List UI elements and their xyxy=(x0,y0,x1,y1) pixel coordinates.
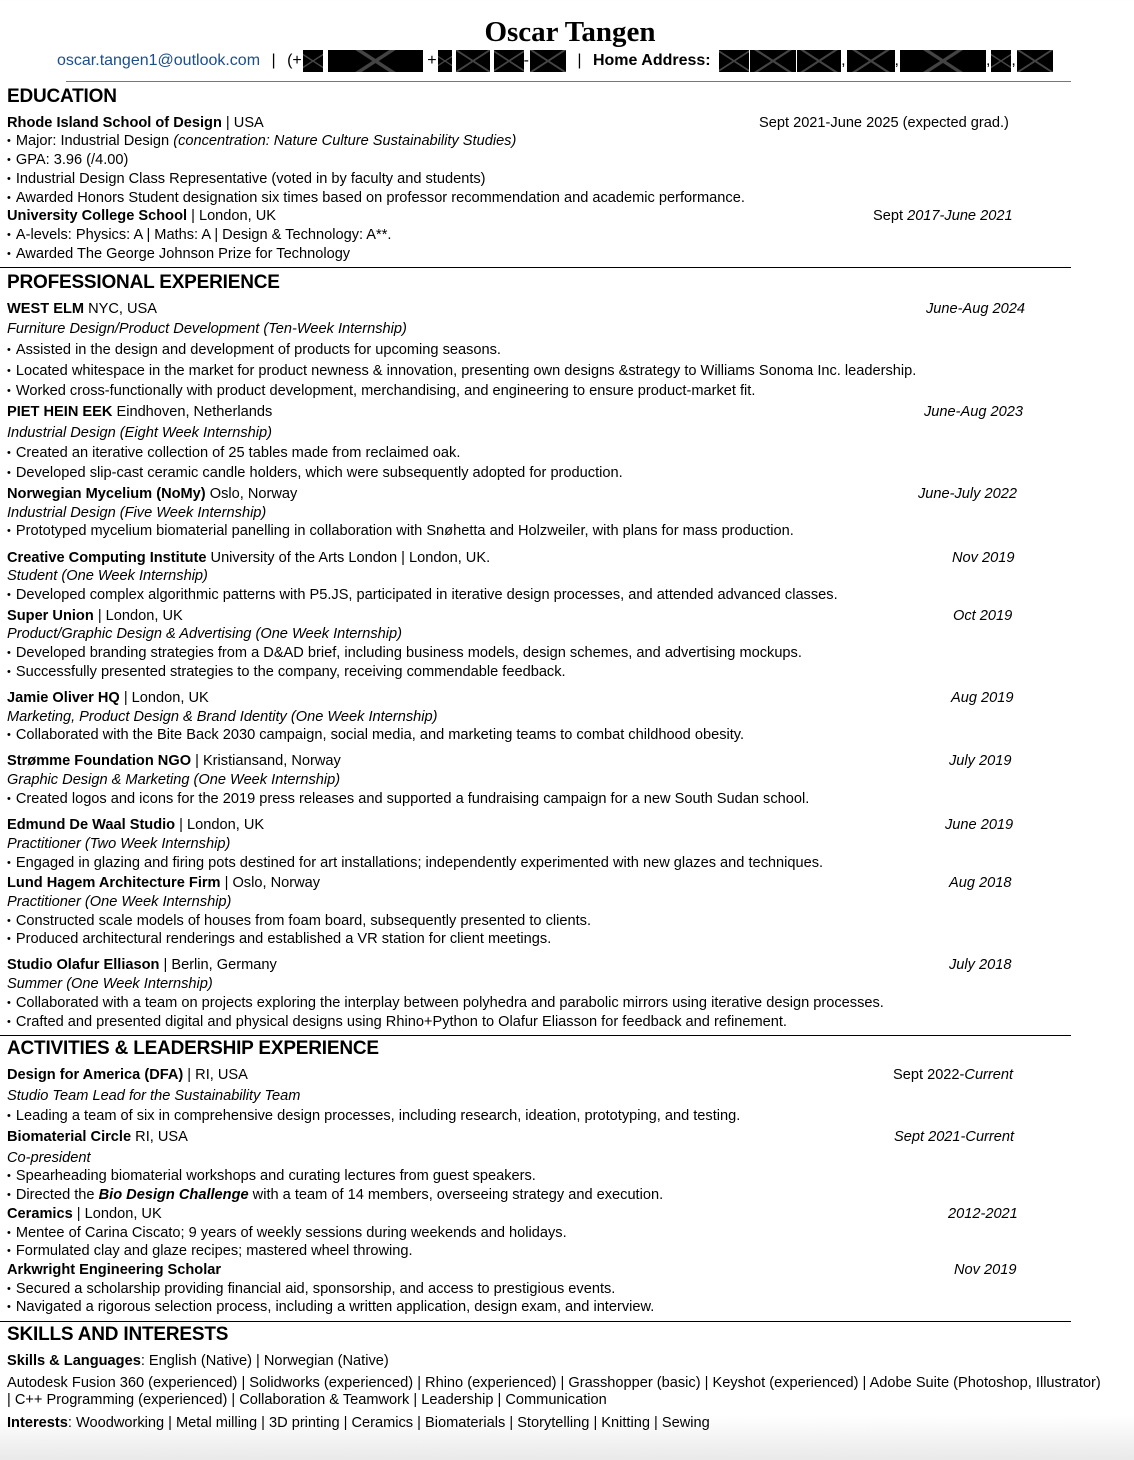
entry-date: Aug 2018 xyxy=(949,875,1012,891)
address-comma: , xyxy=(985,52,991,69)
redaction-block xyxy=(493,50,524,72)
entry-date: June-Aug 2023 xyxy=(924,404,1023,420)
redaction-block xyxy=(796,50,841,72)
section-heading-education: EDUCATION xyxy=(7,86,117,107)
contact-line xyxy=(57,48,1097,74)
email-address: oscar.tangen1@outlook.com xyxy=(57,52,261,69)
redaction-block xyxy=(846,50,895,72)
entry-role: Furniture Design/Product Development (Ten-Week Internship) xyxy=(7,321,407,337)
bullet-item: • Created logos and icons for the 2019 press releases and supported a fundraising campaign for a new South Sudan school. xyxy=(7,790,809,809)
org-location: University of the Arts London | London, UK. xyxy=(206,550,491,566)
bullet-item: • Secured a scholarship providing financial aid, sponsorship, and access to prestigious events. xyxy=(7,1280,615,1299)
bullet-item: • Developed branding strategies from a D&AD brief, including business models, design schemes, and advertising mockups. xyxy=(7,644,802,663)
org-name: PIET HEIN EEK xyxy=(7,404,113,420)
bullet-item: • Produced architectural renderings and established a VR station for client meetings. xyxy=(7,930,551,949)
entry-role: Product/Graphic Design & Advertising (One Week Internship) xyxy=(7,626,403,642)
org-location: | Kristiansand, Norway xyxy=(191,753,341,769)
org-location: | London, UK xyxy=(119,690,209,706)
redaction-block xyxy=(437,50,452,72)
entry-role: Industrial Design (Eight Week Internship) xyxy=(7,425,272,441)
entry-date: June 2019 xyxy=(945,817,1014,833)
org-location: Eindhoven, Netherlands xyxy=(112,404,273,420)
redaction-block xyxy=(718,50,749,72)
entry-title xyxy=(7,485,297,504)
date-current: Current xyxy=(964,1067,1014,1083)
org-name: University College School xyxy=(7,208,188,224)
section-heading-activities: ACTIVITIES & LEADERSHIP EXPERIENCE xyxy=(7,1038,379,1059)
header-divider xyxy=(66,81,1071,82)
bullet-item: • Crafted and presented digital and physical designs using Rhino+Python to Olafur Eliasson for feedback and refinement. xyxy=(7,1013,787,1032)
entry-role: Practitioner (One Week Internship) xyxy=(7,894,232,910)
org-location: | RI, USA xyxy=(183,1067,248,1083)
redaction-block xyxy=(899,50,986,72)
skills-languages xyxy=(7,1352,389,1371)
entry-role: Graphic Design & Marketing (One Week Internship) xyxy=(7,772,341,788)
bullet-text: with a team of 14 members, overseeing strategy and execution. xyxy=(248,1187,664,1203)
org-location: | USA xyxy=(221,115,264,131)
org-name: Norwegian Mycelium (NoMy) xyxy=(7,486,206,502)
skills-label: Skills & Languages xyxy=(7,1353,141,1369)
entry-date: Aug 2019 xyxy=(951,690,1014,706)
section-divider xyxy=(0,267,1071,268)
entry-title xyxy=(7,403,272,422)
section-heading-skills: SKILLS AND INTERESTS xyxy=(7,1324,229,1345)
software-skills: Autodesk Fusion 360 (experienced) | Solidworks (experienced) | Rhino (experienced) | Grasshopper (basic) | Keyshot (experienced) | Adobe Suite (Photoshop, Illustrator) xyxy=(7,1375,1101,1391)
bullet-item: • Constructed scale models of houses from foam board, subsequently presented to clients. xyxy=(7,912,591,931)
org-name: Design for America (DFA) xyxy=(7,1067,184,1083)
address-comma: , xyxy=(1011,52,1016,69)
redaction-block xyxy=(749,50,796,72)
entry-date: July 2018 xyxy=(949,957,1012,973)
org-location: RI, USA xyxy=(131,1129,188,1145)
entry-title xyxy=(7,549,490,568)
org-name: Creative Computing Institute xyxy=(7,550,207,566)
entry-title xyxy=(7,207,276,226)
entry-date: Nov 2019 xyxy=(954,1262,1017,1278)
entry-date: June-Aug 2024 xyxy=(926,301,1025,317)
bullet-item: • Navigated a rigorous selection process, including a written application, design exam, and interview. xyxy=(7,1298,654,1317)
date-start: Sept 2022- xyxy=(893,1067,965,1083)
bullet-item: • Located whitespace in the market for product newness & innovation, presenting own designs &strategy to Williams Sonoma Inc. leadership. xyxy=(7,362,916,381)
phone-prefix: (+ xyxy=(287,52,302,69)
section-divider xyxy=(0,1035,1071,1036)
redaction-block xyxy=(529,50,566,72)
org-name: Super Union xyxy=(7,608,94,624)
entry-role: Marketing, Product Design & Brand Identity (One Week Internship) xyxy=(7,709,438,725)
entry-title xyxy=(7,689,209,708)
bullet-text: Directed the xyxy=(15,1187,99,1203)
org-name: Arkwright Engineering Scholar xyxy=(7,1262,222,1278)
home-address-label: Home Address: xyxy=(592,52,711,69)
separator: | xyxy=(577,52,582,69)
candidate-name: Oscar Tangen xyxy=(484,16,656,48)
entry-title xyxy=(7,752,341,771)
org-location: | London, UK xyxy=(175,817,265,833)
address-comma: , xyxy=(841,52,846,69)
software-skills-cont: | C++ Programming (experienced) | Collaboration & Teamwork | Leadership | Communication xyxy=(7,1392,607,1408)
major-text: Major: Industrial Design xyxy=(15,133,174,149)
entry-date xyxy=(893,1066,1013,1085)
address-comma: , xyxy=(894,52,899,69)
entry-role: Student (One Week Internship) xyxy=(7,568,208,584)
bullet-item: • Awarded Honors Student designation six times based on professor recommendation and academic performance. xyxy=(7,189,745,208)
org-location: | Berlin, Germany xyxy=(159,957,277,973)
entry-title xyxy=(7,874,320,893)
org-name: Studio Olafur Elliason xyxy=(7,957,160,973)
bullet-item: • Prototyped mycelium biomaterial panelling in collaboration with Snøhetta and Holzweiler, with plans for mass production. xyxy=(7,522,794,541)
entry-title xyxy=(7,816,264,835)
entry-role: Co-president xyxy=(7,1150,91,1166)
entry-date: Nov 2019 xyxy=(952,550,1015,566)
section-divider xyxy=(0,1321,1071,1322)
org-location: | Oslo, Norway xyxy=(220,875,321,891)
bullet-item: • Created an iterative collection of 25 tables made from reclaimed oak. xyxy=(7,444,460,463)
redaction-block xyxy=(990,50,1011,72)
concentration-text: (concentration: Nature Culture Sustainability Studies) xyxy=(173,133,517,149)
entry-title xyxy=(7,1205,162,1224)
entry-date xyxy=(873,207,1013,226)
org-name: Edmund De Waal Studio xyxy=(7,817,176,833)
org-name: Jamie Oliver HQ xyxy=(7,690,120,706)
separator: | xyxy=(271,52,276,69)
bullet-item xyxy=(7,1186,663,1205)
entry-date: Sept 2021-June 2025 (expected grad.) xyxy=(759,115,1009,131)
entry-role: Industrial Design (Five Week Internship) xyxy=(7,505,267,521)
skills-text: : English (Native) | Norwegian (Native) xyxy=(140,1353,389,1369)
bullet-item: • Collaborated with a team on projects exploring the interplay between polyhedra and parabolic mirrors using iterative design processes. xyxy=(7,994,884,1013)
entry-title xyxy=(7,956,277,975)
section-heading-experience: PROFESSIONAL EXPERIENCE xyxy=(7,272,280,293)
org-name: Strømme Foundation NGO xyxy=(7,753,192,769)
bullet-item xyxy=(7,132,516,151)
redaction-block xyxy=(302,50,323,72)
org-location: | London, UK xyxy=(72,1206,162,1222)
entry-role: Practitioner (Two Week Internship) xyxy=(7,836,231,852)
redaction-block xyxy=(455,50,490,72)
org-location: NYC, USA xyxy=(84,301,158,317)
org-name: Rhode Island School of Design xyxy=(7,115,222,131)
entry-title xyxy=(7,607,183,626)
bullet-item: • Spearheading biomaterial workshops and curating lectures from guest speakers. xyxy=(7,1167,536,1186)
date-start: Sept xyxy=(873,208,908,224)
interests xyxy=(7,1414,710,1433)
bullet-item: • Leading a team of six in comprehensive design processes, including research, ideation, prototyping, and testing. xyxy=(7,1107,740,1126)
entry-date: Oct 2019 xyxy=(953,608,1013,624)
org-location: Oslo, Norway xyxy=(205,486,298,502)
entry-title xyxy=(7,1261,221,1280)
org-name: WEST ELM xyxy=(7,301,85,317)
bullet-item: • Mentee of Carina Ciscato; 9 years of weekly sessions during weekends and holidays. xyxy=(7,1224,567,1243)
entry-role: Studio Team Lead for the Sustainability Team xyxy=(7,1088,301,1104)
bullet-item: • GPA: 3.96 (/4.00) xyxy=(7,151,128,170)
bullet-item: • Developed slip-cast ceramic candle holders, which were subsequently adopted for production. xyxy=(7,464,623,483)
bullet-item: • Industrial Design Class Representative (voted in by faculty and students) xyxy=(7,170,486,189)
entry-role: Summer (One Week Internship) xyxy=(7,976,213,992)
interests-text: : Woodworking | Metal milling | 3D printing | Ceramics | Biomaterials | Storytelling | Knitting | Sewing xyxy=(67,1415,710,1431)
entry-title xyxy=(7,114,264,133)
bullet-item: • A-levels: Physics: A | Maths: A | Design & Technology: A**. xyxy=(7,226,391,245)
org-name: Ceramics xyxy=(7,1206,73,1222)
redaction-block xyxy=(1016,50,1053,72)
org-location: | London, UK xyxy=(93,608,183,624)
date-range: 2017-June 2021 xyxy=(907,208,1013,224)
org-location: | London, UK xyxy=(187,208,277,224)
org-name: Biomaterial Circle xyxy=(7,1129,132,1145)
bullet-item: • Worked cross-functionally with product development, merchandising, and engineering to ensure product-market fit. xyxy=(7,382,755,401)
entry-date: July 2019 xyxy=(949,753,1012,769)
entry-date: 2012-2021 xyxy=(948,1206,1018,1222)
org-name: Lund Hagem Architecture Firm xyxy=(7,875,221,891)
bullet-item: • Successfully presented strategies to the company, receiving commendable feedback. xyxy=(7,663,566,682)
bullet-item: • Assisted in the design and development of products for upcoming seasons. xyxy=(7,341,501,360)
challenge-name: Bio Design Challenge xyxy=(98,1187,249,1203)
phone-plus: + xyxy=(427,52,437,69)
bullet-item: • Engaged in glazing and firing pots destined for art installations; independently experimented with new glazes and techniques. xyxy=(7,854,823,873)
bullet-item: • Awarded The George Johnson Prize for Technology xyxy=(7,245,350,264)
entry-title xyxy=(7,1066,248,1085)
bullet-item: • Developed complex algorithmic patterns with P5.JS, participated in iterative design processes, and attended advanced classes. xyxy=(7,586,838,605)
entry-title xyxy=(7,300,157,319)
interests-label: Interests xyxy=(7,1415,68,1431)
entry-date: June-July 2022 xyxy=(918,486,1017,502)
phone-dash: - xyxy=(523,52,529,69)
entry-title xyxy=(7,1128,188,1147)
bullet-item: • Formulated clay and glaze recipes; mastered wheel throwing. xyxy=(7,1242,413,1261)
bullet-item: • Collaborated with the Bite Back 2030 campaign, social media, and marketing teams to combat childhood obesity. xyxy=(7,726,744,745)
entry-date: Sept 2021-Current xyxy=(894,1129,1015,1145)
redaction-block xyxy=(327,50,423,72)
